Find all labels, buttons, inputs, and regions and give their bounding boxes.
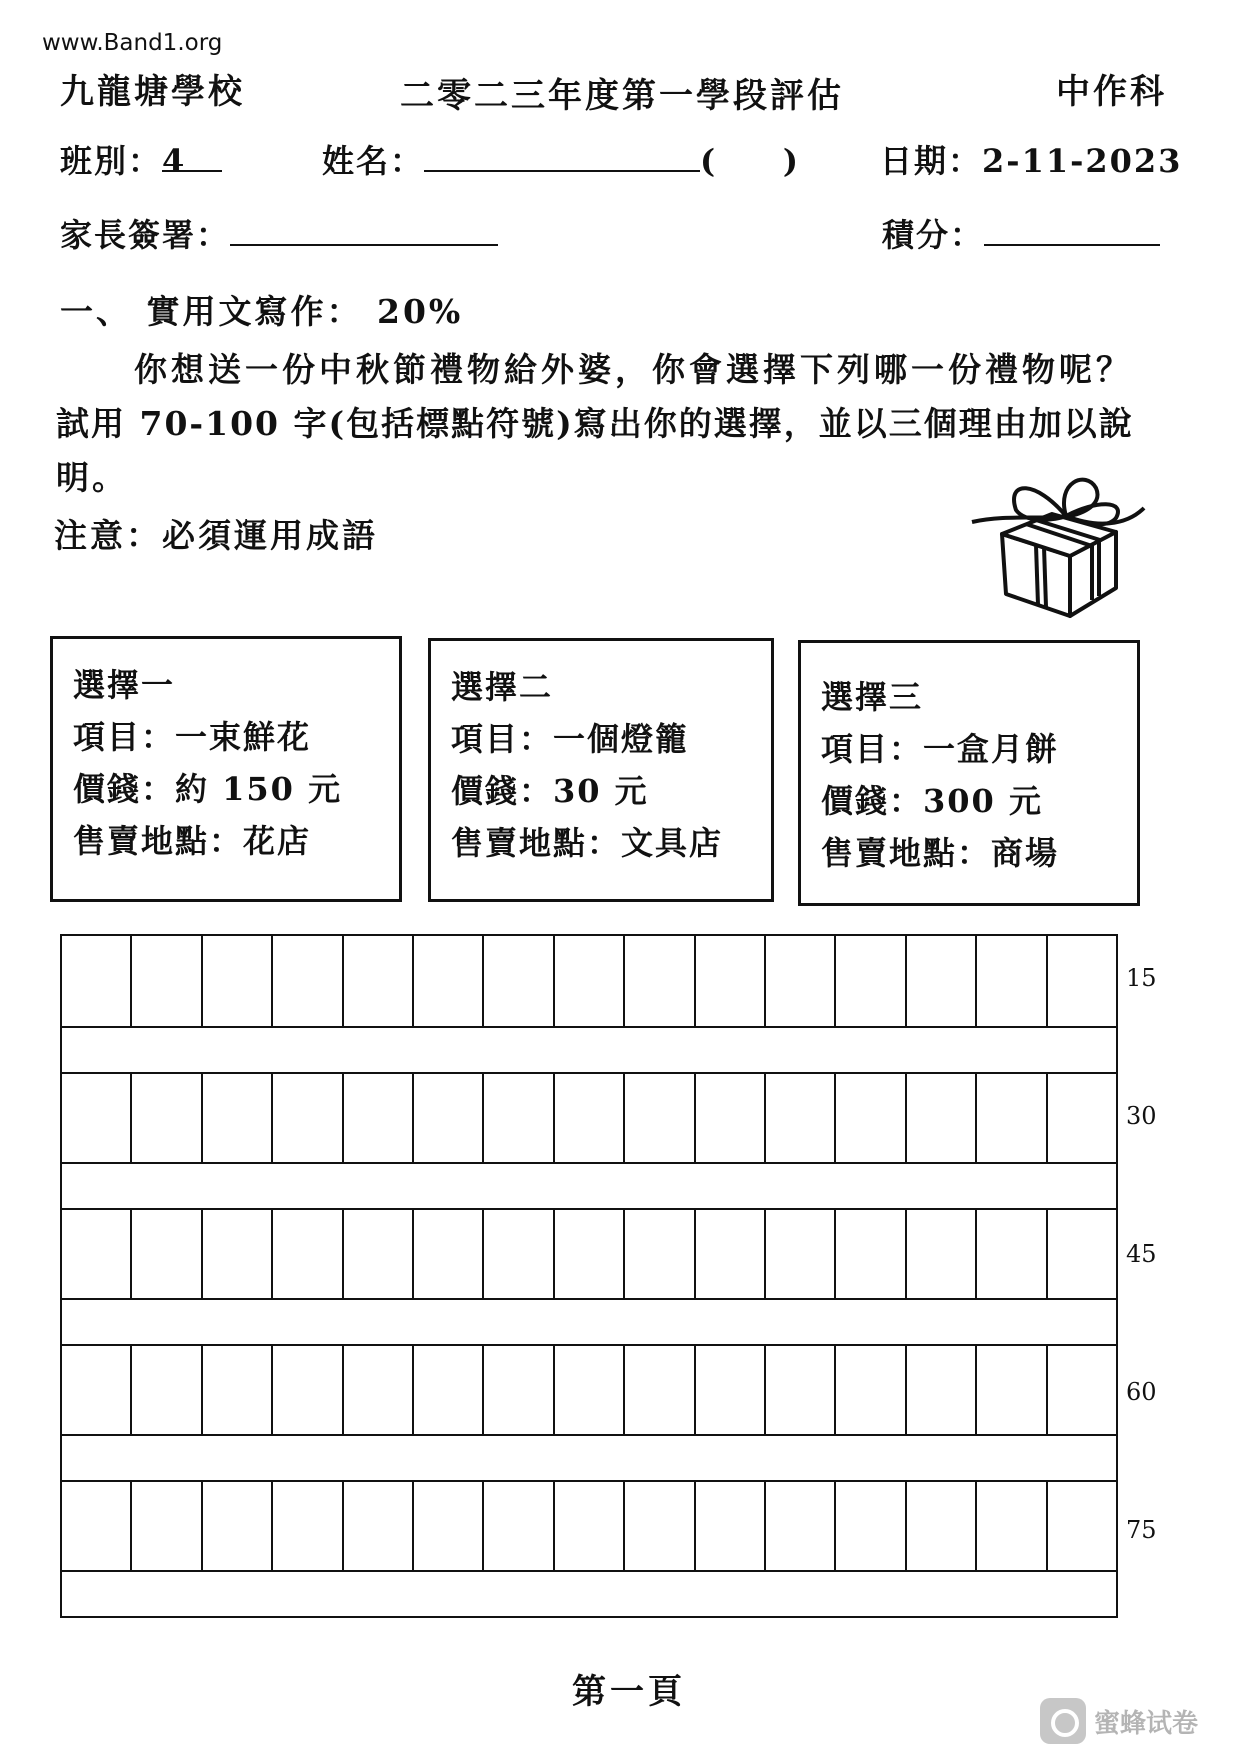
grid-cell[interactable] [344,936,414,1026]
grid-cell[interactable] [625,1210,695,1298]
class-field [60,136,222,182]
grid-row [62,1344,1116,1434]
grid-cell[interactable] [766,1210,836,1298]
row-count-label: 60 [1126,1378,1157,1406]
watermark-text: 蜜蜂试卷 [1094,1708,1199,1739]
grid-cell[interactable] [414,1482,484,1570]
grid-cell[interactable] [132,1210,202,1298]
option-item: 項目：一盒月餅 [821,730,1060,768]
grid-cell[interactable] [836,1346,906,1434]
name-input[interactable] [424,142,700,172]
subject-name: 中作科 [1056,72,1167,112]
date-label: 日期： [880,142,983,180]
score-label: 積分： [882,216,985,254]
grid-cell[interactable] [625,1482,695,1570]
grid-cell[interactable] [62,1482,132,1570]
site-url[interactable]: www.Band1.org [42,30,223,56]
grid-cell[interactable] [907,1346,977,1434]
question-line-1: 你想送一份中秋節禮物給外婆，你會選擇下列哪一份禮物呢？ [134,350,1133,389]
note: 注意：必須運用成語 [54,516,378,555]
grid-cell[interactable] [1048,1210,1116,1298]
grid-cell[interactable] [696,1210,766,1298]
grid-cell[interactable] [62,1346,132,1434]
page-number: 第一頁 [572,1672,686,1712]
question-line-2: 試用 70-100 字(包括標點符號)寫出你的選擇，並以三個理由加以說 [56,404,1134,443]
date-field [880,136,1182,182]
writing-grid[interactable] [60,934,1157,1618]
watermark-logo-icon [1040,1698,1086,1744]
option-place: 售賣地點：商場 [821,834,1060,872]
grid-cell[interactable] [484,1346,554,1434]
grid-cell[interactable] [625,1346,695,1434]
grid-row [62,936,1116,1026]
grid-cell[interactable] [907,936,977,1026]
score-field [882,210,1160,256]
option-price: 價錢：300 元 [821,782,1043,820]
grid-cell[interactable] [907,1074,977,1162]
grid-row [62,1072,1116,1162]
class-label: 班別： [60,142,163,180]
watermark [1040,1698,1198,1744]
grid-cell[interactable] [766,1482,836,1570]
row-count-label: 45 [1126,1240,1157,1268]
class-input[interactable] [162,142,222,180]
exam-title: 二零二三年度第一學段評估 [400,76,844,116]
grid-cell[interactable] [836,1482,906,1570]
grid-cell[interactable] [836,1074,906,1162]
grid-cell[interactable] [484,1482,554,1570]
grid-cell[interactable] [555,1074,625,1162]
grid-cell[interactable] [414,1210,484,1298]
grid-cell[interactable] [273,1482,343,1570]
score-input[interactable] [984,216,1160,246]
option-title: 選擇一 [73,666,176,704]
grid-cell[interactable] [273,1074,343,1162]
grid-cell[interactable] [907,1210,977,1298]
option-card-3 [798,640,1140,906]
grid-cell[interactable] [836,1210,906,1298]
gift-box-icon [966,470,1146,620]
grid-cell[interactable] [555,1346,625,1434]
grid-cell[interactable] [132,1482,202,1570]
grid-cell[interactable] [132,1074,202,1162]
name-label: 姓名： [322,142,425,180]
grid-cell[interactable] [132,936,202,1026]
grid-cell[interactable] [132,1346,202,1434]
grid-cell[interactable] [414,1346,484,1434]
parent-signature-input[interactable] [230,216,498,246]
grid-cell[interactable] [625,936,695,1026]
grid-cell[interactable] [414,936,484,1026]
grid-cell[interactable] [1048,936,1116,1026]
grid-cell[interactable] [344,1210,414,1298]
grid-cell[interactable] [203,1482,273,1570]
grid-row-gap [62,1298,1116,1344]
grid-cell[interactable] [1048,1482,1116,1570]
option-item: 項目：一束鮮花 [73,718,312,756]
option-place: 售賣地點：花店 [73,822,312,860]
option-price: 價錢：30 元 [451,772,649,810]
grid-row-gap [62,1570,1116,1616]
parent-signature-label: 家長簽署： [60,216,231,254]
grid-cell[interactable] [977,1210,1047,1298]
grid-cell[interactable] [696,1074,766,1162]
row-count-label: 15 [1126,964,1157,992]
school-name: 九龍塘學校 [60,72,245,112]
grid-cell[interactable] [203,1074,273,1162]
grid-cell[interactable] [766,936,836,1026]
grid-cell[interactable] [836,936,906,1026]
grid-cell[interactable] [766,1346,836,1434]
grid-cell[interactable] [62,936,132,1026]
grid-cell[interactable] [484,936,554,1026]
option-card-1 [50,636,402,902]
parent-signature-field [60,210,498,256]
grid-cell[interactable] [273,936,343,1026]
date-value: 2-11-2023 [982,142,1183,180]
grid-cell[interactable] [555,1482,625,1570]
grid-cell[interactable] [907,1482,977,1570]
option-item: 項目：一個燈籠 [451,720,690,758]
grid-cell[interactable] [696,1346,766,1434]
option-place: 售賣地點：文具店 [451,824,724,862]
writing-grid-block[interactable] [60,934,1118,1618]
grid-cell[interactable] [625,1074,695,1162]
grid-cell[interactable] [203,1346,273,1434]
grid-cell[interactable] [977,1074,1047,1162]
grid-cell[interactable] [696,1482,766,1570]
row-count-label: 75 [1126,1516,1157,1544]
option-price: 價錢：約 150 元 [73,770,343,808]
grid-cell[interactable] [414,1074,484,1162]
grid-row [62,1480,1116,1570]
grid-cell[interactable] [484,1074,554,1162]
grid-row-gap [62,1162,1116,1208]
grid-cell[interactable] [555,1210,625,1298]
option-title: 選擇二 [451,668,554,706]
class-value: 4 [162,142,187,180]
grid-cell[interactable] [62,1074,132,1162]
grid-cell[interactable] [273,1346,343,1434]
grid-cell[interactable] [203,1210,273,1298]
option-card-2 [428,638,774,902]
grid-cell[interactable] [696,936,766,1026]
grid-cell[interactable] [344,1074,414,1162]
class-number-paren: ( ) [700,142,800,180]
section-title: 一、 實用文寫作： 20% [60,292,464,331]
grid-cell[interactable] [1048,1346,1116,1434]
name-field [322,136,800,182]
grid-cell[interactable] [977,936,1047,1026]
question-line-3: 明。 [56,458,128,497]
grid-cell[interactable] [766,1074,836,1162]
grid-row-gap [62,1434,1116,1480]
grid-cell[interactable] [203,936,273,1026]
grid-cell[interactable] [484,1210,554,1298]
grid-cell[interactable] [977,1482,1047,1570]
grid-row-gap [62,1026,1116,1072]
grid-cell[interactable] [555,936,625,1026]
grid-cell[interactable] [977,1346,1047,1434]
grid-cell[interactable] [62,1210,132,1298]
grid-cell[interactable] [344,1482,414,1570]
grid-cell[interactable] [273,1210,343,1298]
grid-cell[interactable] [1048,1074,1116,1162]
grid-cell[interactable] [344,1346,414,1434]
grid-row [62,1208,1116,1298]
row-count-label: 30 [1126,1102,1157,1130]
option-title: 選擇三 [821,678,924,716]
